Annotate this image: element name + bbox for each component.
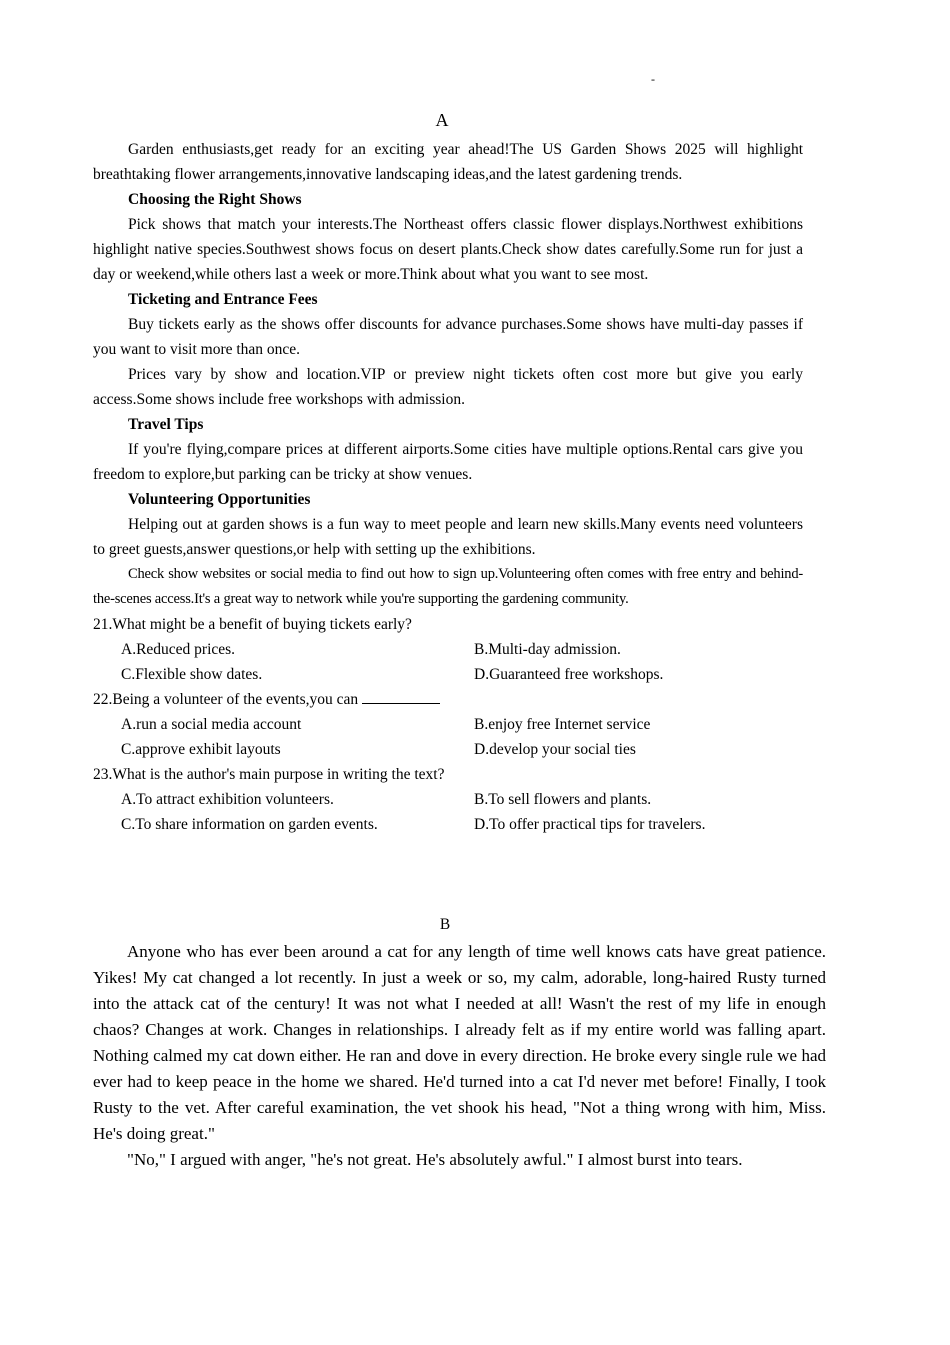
option-b: B.Multi-day admission. bbox=[474, 641, 621, 658]
option-b: B.To sell flowers and plants. bbox=[474, 791, 652, 808]
answer-blank bbox=[362, 688, 440, 704]
option-row bbox=[93, 662, 803, 687]
option-a: A.run a social media account bbox=[121, 716, 302, 733]
paragraph-choosing-shows: Pick shows that match your interests.The Northeast offers classic flower displays.Northwest exhibitions highlight native species.Southwest shows focus on desert plants.Check show dates carefully.Some run for just a day or weekend,while others last a week or more.Think about what you want to see most. bbox=[93, 216, 803, 283]
option-a: A.Reduced prices. bbox=[121, 641, 236, 658]
paragraph-travel-tips: If you're flying,compare prices at different airports.Some cities have multiple options.Rental cars give you freedom to explore,but parking can be tricky at show venues. bbox=[93, 441, 803, 483]
section-b-body bbox=[93, 939, 826, 1173]
question-21 bbox=[93, 612, 803, 687]
passage-b-paragraph-2: "No," I argued with anger, "he's not great. He's absolutely awful." I almost burst into tears. bbox=[127, 1150, 743, 1169]
paragraph-volunteering-2: Check show websites or social media to find out how to sign up.Volunteering often comes with free entry and behind-the-scenes access.It's a great way to network while you're supporting the gardening community. bbox=[93, 566, 803, 607]
option-c: C.approve exhibit layouts bbox=[121, 741, 281, 758]
paragraph-volunteering-1: Helping out at garden shows is a fun way to meet people and learn new skills.Many events need volunteers to greet guests,answer questions,or help with setting up the exhibitions. bbox=[93, 516, 803, 558]
option-row bbox=[93, 812, 803, 837]
paragraph-ticketing-1: Buy tickets early as the shows offer discounts for advance purchases.Some shows have multi-day passes if you want to visit more than once. bbox=[93, 316, 803, 358]
heading-choosing-shows: Choosing the Right Shows bbox=[128, 191, 302, 208]
option-c: C.To share information on garden events. bbox=[121, 816, 378, 833]
question-22 bbox=[93, 687, 803, 762]
option-b: B.enjoy free Internet service bbox=[474, 716, 651, 733]
question-stem: 23.What is the author's main purpose in writing the text? bbox=[93, 766, 445, 783]
section-a-title: A bbox=[435, 110, 449, 130]
option-row bbox=[93, 787, 803, 812]
option-d: D.To offer practical tips for travelers. bbox=[474, 816, 706, 833]
question-stem: 22.Being a volunteer of the events,you can bbox=[93, 691, 359, 708]
question-stem: 21.What might be a benefit of buying tickets early? bbox=[93, 616, 412, 633]
question-stem-row bbox=[93, 687, 803, 712]
option-row bbox=[93, 712, 803, 737]
intro-paragraph: Garden enthusiasts,get ready for an exciting year ahead!The US Garden Shows 2025 will highlight breathtaking flower arrangements,innovative landscaping ideas,and the latest gardening trends. bbox=[93, 141, 803, 183]
section-b-title: B bbox=[439, 916, 451, 933]
option-c: C.Flexible show dates. bbox=[121, 666, 263, 683]
heading-ticketing: Ticketing and Entrance Fees bbox=[128, 291, 318, 308]
option-d: D.develop your social ties bbox=[474, 741, 636, 758]
section-a-body bbox=[93, 137, 803, 837]
option-a: A.To attract exhibition volunteers. bbox=[121, 791, 334, 808]
option-row bbox=[93, 737, 803, 762]
heading-volunteering: Volunteering Opportunities bbox=[128, 491, 311, 508]
question-23 bbox=[93, 762, 803, 837]
heading-travel-tips: Travel Tips bbox=[128, 416, 204, 433]
paragraph-ticketing-2: Prices vary by show and location.VIP or preview night tickets often cost more but give you early access.Some shows include free workshops with admission. bbox=[93, 366, 803, 408]
option-d: D.Guaranteed free workshops. bbox=[474, 666, 664, 683]
passage-b-paragraph-1: Anyone who has ever been around a cat for any length of time well knows cats have great patience. Yikes! My cat changed a lot recently. In just a week or so, my calm, adorable, long-haired Rusty turned into the attack cat of the century! It was not what I needed at all! Wasn't the rest of my life in enough chaos? Changes at work. Changes in relationships. I already felt as if my entire world was falling apart. Nothing calmed my cat down either. He ran and dove in every direction. He broke every single rule we had ever had to keep peace in the home we shared. He'd turned into a cat I'd never met before! Finally, I took Rusty to the vet. After careful examination, the vet shook his head, "Not a thing wrong with him, Miss. He's doing great." bbox=[93, 942, 826, 1143]
header-mark: - bbox=[651, 72, 655, 86]
option-row bbox=[93, 637, 803, 662]
